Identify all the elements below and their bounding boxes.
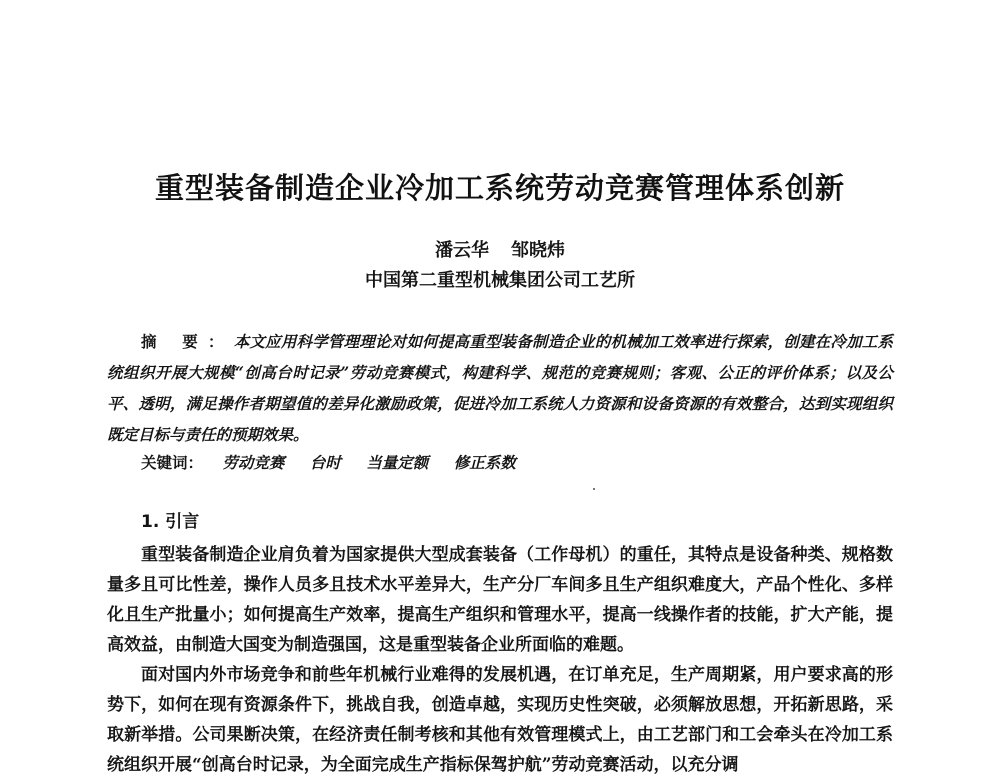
abstract-text: 本文应用科学管理理论对如何提高重型装备制造企业的机械加工效率进行探索，创建在冷加工系统组织开展大规模“创高台时记录”劳动竞赛模式，构建科学、规范的竞赛规则；客观、公正的评价体系；以及公平、透明，满足操作者期望值的差异化激励政策，促进冷加工系统人力资源和设备资源的有效整合，达到实现组织既定目标与责任的预期效果。 — [107, 332, 893, 444]
keyword: 修正系数 — [453, 453, 516, 472]
abstract-label: 摘 要： — [141, 332, 234, 351]
keywords-label: 关键词： — [141, 453, 204, 472]
section-heading: 1. 引言 — [141, 512, 200, 532]
section-body — [107, 540, 893, 780]
keyword: 当量定额 — [366, 453, 429, 472]
keyword: 劳动竞赛 — [222, 453, 285, 472]
keyword: 台时 — [309, 453, 341, 472]
scan-speck — [593, 488, 595, 490]
author-affiliation: 中国第二重型机械集团公司工艺所 — [365, 270, 635, 291]
author-list — [0, 238, 1000, 264]
body-paragraph: 面对国内外市场竞争和前些年机械行业难得的发展机遇，在订单充足，生产周期紧，用户要求高的形势下，如何在现有资源条件下，挑战自我，创造卓越，实现历史性突破，必须解放思想，开拓新思路，采取新举措。公司果断决策，在经济责任制考核和其他有效管理模式上，由工艺部门和工会牵头在冷加工系统组织开展“创高台时记录，为全面完成生产指标保驾护航”劳动竞赛活动，以充分调 — [107, 665, 893, 775]
body-paragraph: 重型装备制造企业肩负着为国家提供大型成套装备（工作母机）的重任，其特点是设备种类、规格数量多且可比性差，操作人员多且技术水平差异大，生产分厂车间多且生产组织难度大，产品个性化、多样化且生产批量小；如何提高生产效率，提高生产组织和管理水平，提高一线操作者的技能，扩大产能，提高效益，由制造大国变为制造强国，这是重型装备企业所面临的难题。 — [107, 545, 893, 655]
paper-title: 重型装备制造企业冷加工系统劳动竞赛管理体系创新 — [154, 171, 845, 205]
keywords-line — [141, 450, 536, 476]
author-name: 潘云华 — [435, 240, 489, 261]
abstract-paragraph — [107, 326, 893, 450]
author-name: 邹晓炜 — [511, 240, 565, 261]
